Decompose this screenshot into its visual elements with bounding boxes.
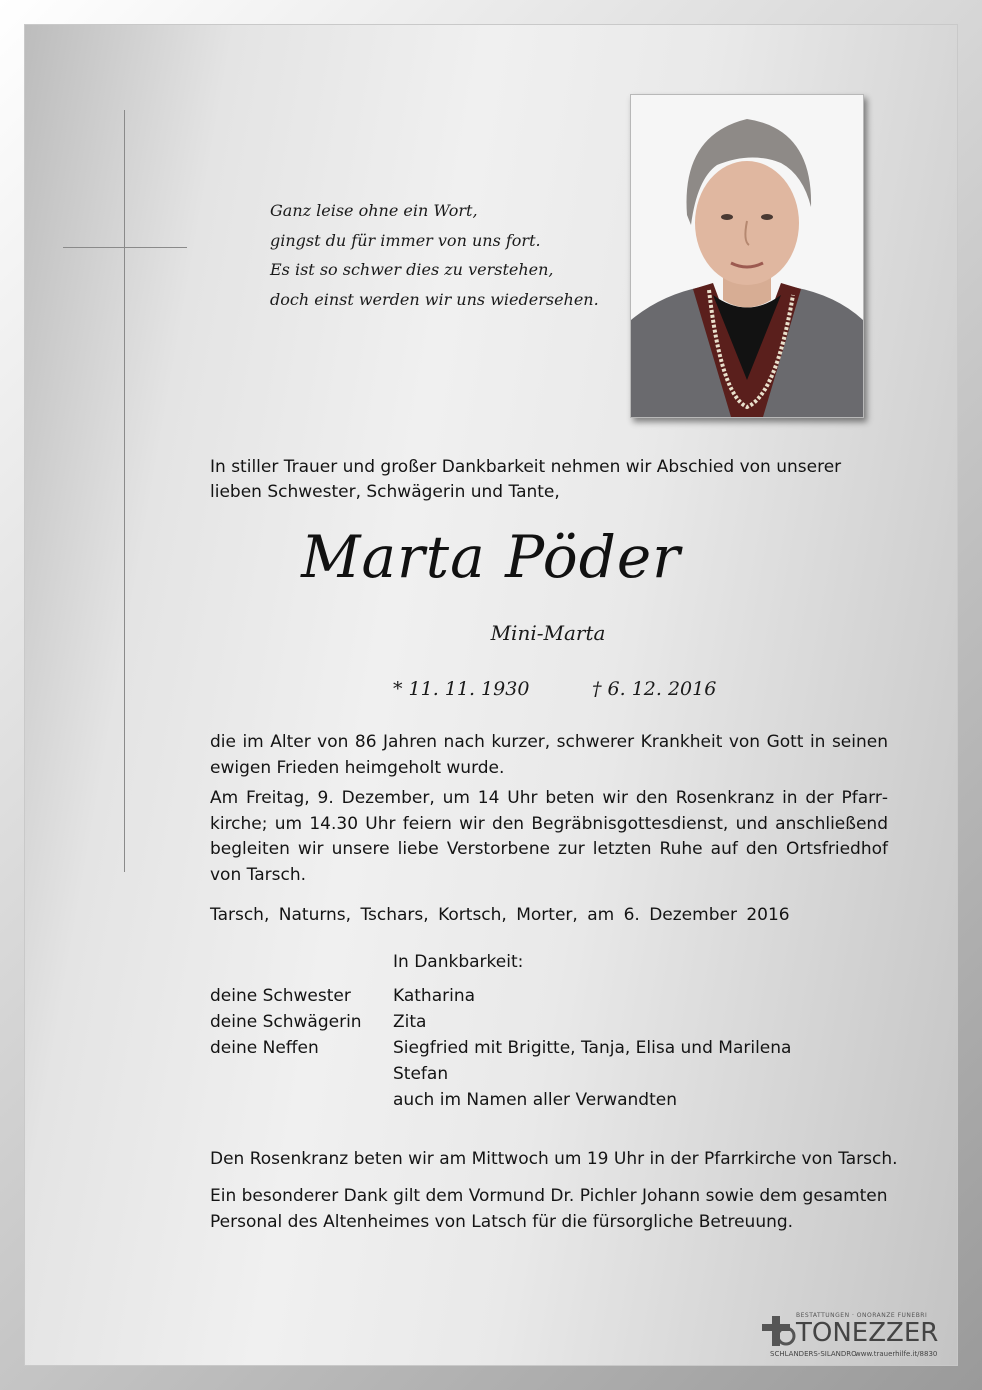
age-paragraph: die im Alter von 86 Jahren nach kurzer, schwerer Krankheit von Gott in seinen ewigen Frieden heimgeholt wurde. — [210, 732, 888, 778]
mourner-relation: deine Schwägerin — [210, 1012, 362, 1032]
funeral-paragraph: Am Freitag, 9. Dezember, um 14 Uhr beten wir den Rosenkranz in der Pfarrkirche; um 14.30 Uhr feiern wir den Begräbnisgottesdienst, und anschließend begleiten wir unsere liebe Verstorbene zur letzten Ruhe auf den Ortsfriedhof von Tarsch. — [210, 788, 888, 885]
poem-line: Ganz leise ohne ein Wort, — [270, 201, 478, 220]
logo-tagline: BESTATTUNGEN · ONORANZE FUNEBRI — [796, 1312, 928, 1319]
logo-cross-icon — [760, 1314, 796, 1350]
intro-text: In stiller Trauer und großer Dankbarkeit nehmen wir Abschied von unserer lieben Schwester, Schwägerin und Tante, — [210, 457, 842, 502]
thanks-paragraph: Ein besonderer Dank gilt dem Vormund Dr. Pichler Johann sowie dem gesamten Personal des Altenheimes von Latsch für die fürsorgliche Betreuung. — [210, 1186, 888, 1232]
cross-vertical-bar — [124, 110, 125, 872]
mourner-names: auch im Namen aller Verwandten — [393, 1090, 677, 1110]
poem-line: gingst du für immer von uns fort. — [270, 230, 541, 250]
poem-line: Es ist so schwer dies zu verstehen, — [270, 260, 554, 279]
birth-date: * 11. 11. 1930 — [393, 678, 530, 700]
poem — [270, 196, 610, 314]
place-date: Tarsch, Naturns, Tschars, Kortsch, Morter, am 6. Dezember 2016 — [210, 905, 790, 925]
rosary-paragraph: Den Rosenkranz beten wir am Mittwoch um 19 Uhr in der Pfarrkirche von Tarsch. — [210, 1149, 898, 1169]
mourner-names: Katharina — [393, 986, 476, 1006]
mourner-names: Stefan — [393, 1064, 449, 1084]
mourner-names: Siegfried mit Brigitte, Tanja, Elisa und Marilena — [393, 1038, 792, 1058]
nickname: Mini-Marta — [490, 621, 606, 645]
death-date: † 6. 12. 2016 — [592, 678, 717, 700]
poem-line: doch einst werden wir uns wiedersehen. — [270, 289, 599, 309]
mourner-relation: deine Neffen — [210, 1038, 319, 1058]
thanks-heading: In Dankbarkeit: — [393, 952, 524, 972]
logo-brand: TONEZZER — [796, 1318, 939, 1348]
funeral-home-logo — [760, 1310, 950, 1360]
cross-horizontal-bar — [63, 247, 187, 248]
portrait-photo — [630, 94, 864, 418]
mourner-relation: deine Schwester — [210, 986, 351, 1006]
deceased-name: Marta Pöder — [301, 523, 681, 591]
mourner-names: Zita — [393, 1012, 427, 1032]
portrait-illustration — [631, 95, 863, 417]
logo-web: www.trauerhilfe.it/8830 — [855, 1350, 938, 1358]
logo-location: SCHLANDERS-SILANDRO — [770, 1350, 857, 1358]
